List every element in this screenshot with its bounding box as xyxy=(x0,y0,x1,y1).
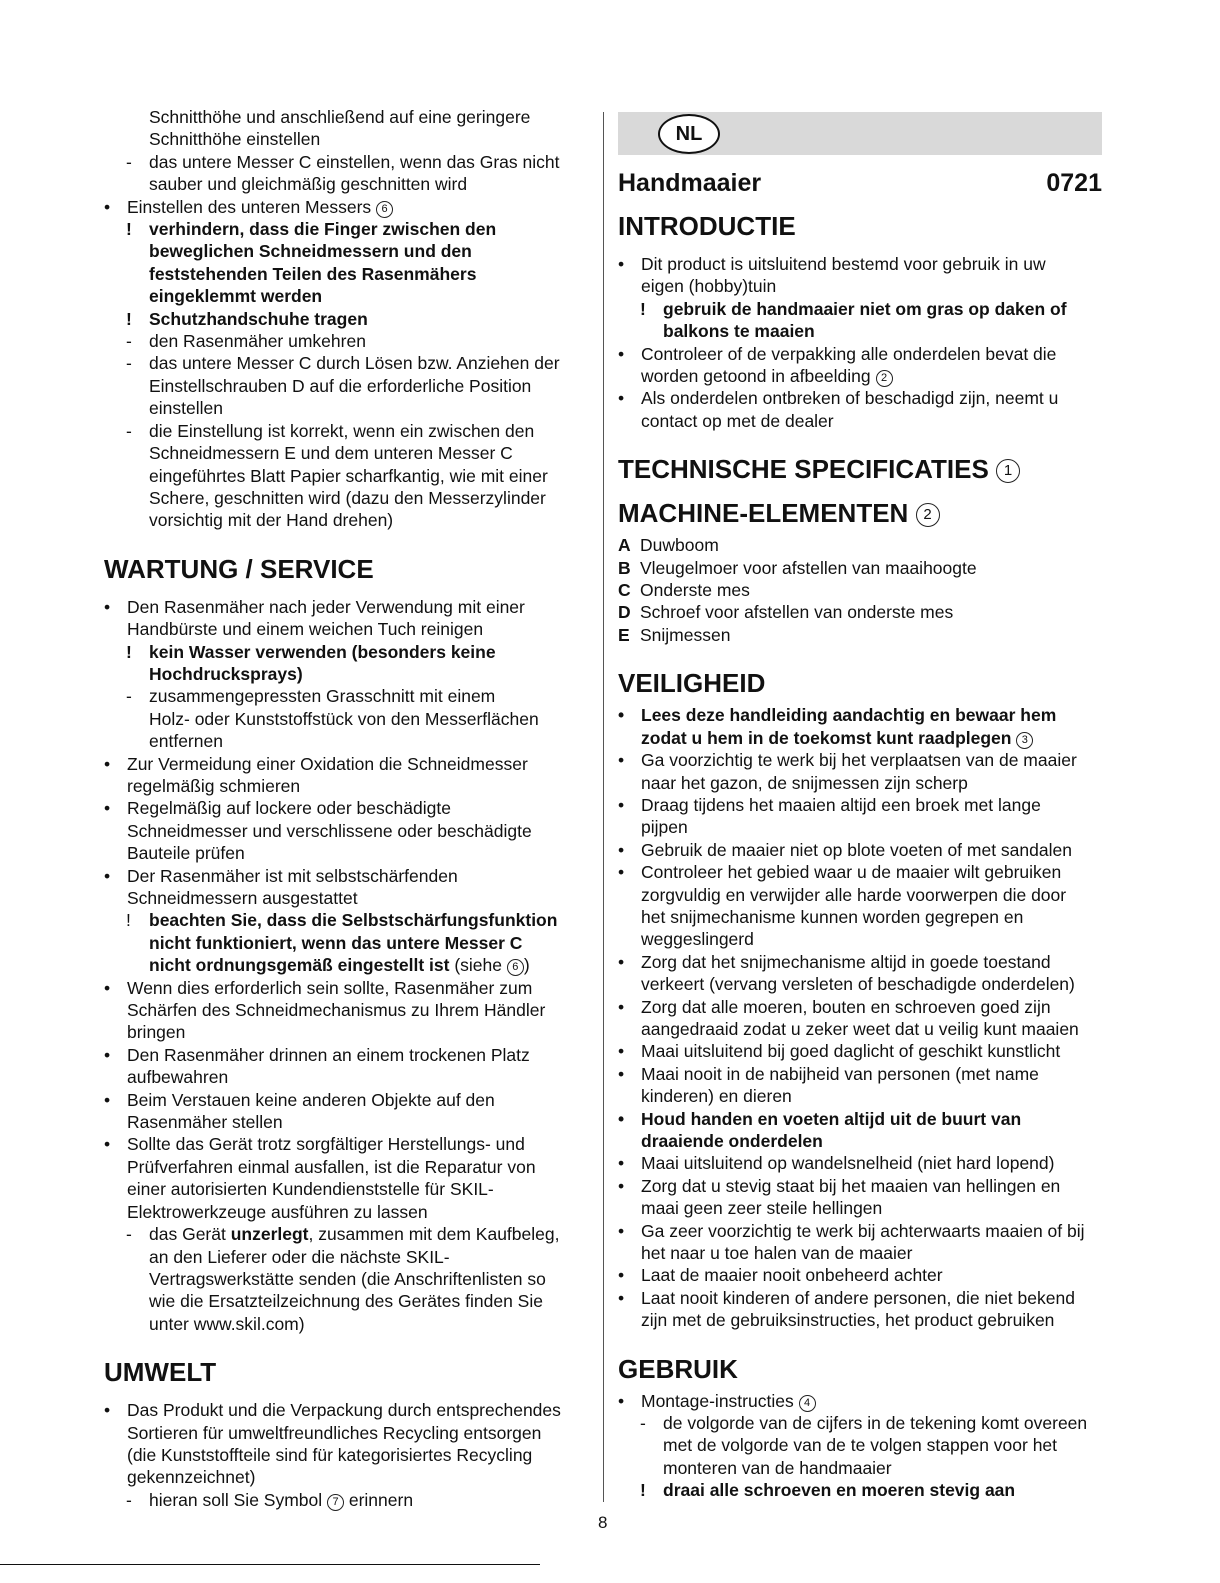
spec-item: A Duwboom xyxy=(618,535,719,556)
text-line: feststehenden Teilen des Rasenmähers xyxy=(149,263,477,284)
product-code: 0721 xyxy=(1046,169,1102,197)
list-item: • Den Rasenmäher nach jeder Verwendung mit einer xyxy=(104,596,525,617)
text-line: Schneidmesser und verschlissene oder beschädigte xyxy=(127,820,532,841)
text-line: beweglichen Schneidmessern und den xyxy=(149,241,472,262)
list-item: - die Einstellung ist korrekt, wenn ein zwischen den xyxy=(126,420,535,441)
list-item: • Der Rasenmäher ist mit selbstschärfenden xyxy=(104,865,458,886)
list-item: • Maai nooit in de nabijheid van personen (met name xyxy=(618,1063,1039,1084)
text-line: Schere, geschnitten wird (dazu den Messerzylinder xyxy=(149,487,546,508)
figure-ref-icon: 6 xyxy=(376,201,393,218)
product-title-row xyxy=(618,167,1102,199)
list-item: • Zorg dat alle moeren, bouten en schroeven goed zijn xyxy=(618,996,1051,1017)
text-line: eingeführtes Blatt Papier scharfkantig, wie mit einer xyxy=(149,465,548,486)
list-item: - zusammengepressten Grasschnitt mit einem xyxy=(126,686,496,707)
language-badge: NL xyxy=(658,114,720,154)
text-line: Hochdrucksprays) xyxy=(149,663,303,684)
text-line: Holz- oder Kunststoffstück von den Messerflächen xyxy=(149,708,539,729)
text-line: Schneidmessern ausgestattet xyxy=(127,888,358,908)
list-item: - das untere Messer C einstellen, wenn das Gras nicht xyxy=(126,151,560,172)
list-item: • Das Produkt und die Verpackung durch entsprechendes xyxy=(104,1400,561,1421)
text-line: entfernen xyxy=(149,731,223,752)
text-line: contact op met de dealer xyxy=(641,410,834,431)
page-number: 8 xyxy=(598,1513,608,1532)
text-line: Schnitthöhe und anschließend auf eine geringere xyxy=(149,107,531,127)
list-item: • Houd handen en voeten altijd uit de buurt van xyxy=(618,1108,1022,1129)
figure-ref-icon: 1 xyxy=(996,459,1020,483)
list-item: • Controleer het gebied waar u de maaier wilt gebruiken xyxy=(618,862,1062,883)
section-heading-introductie: INTRODUCTIE xyxy=(618,211,796,241)
list-item: • Beim Verstauen keine anderen Objekte auf den xyxy=(104,1089,495,1110)
text-line: gekennzeichnet) xyxy=(127,1467,256,1488)
list-item: • Maai uitsluitend bij goed daglicht of geschikt kunstlicht xyxy=(618,1041,1061,1062)
left-column xyxy=(104,106,588,1511)
list-item: • Dit product is uitsluitend bestemd voor gebruik in uw xyxy=(618,254,1046,274)
text-line: regelmäßig schmieren xyxy=(127,775,301,796)
text-line: (die Kunststoffteile sind für kategorisiertes Recycling xyxy=(127,1444,533,1465)
warning-item: ! verhindern, dass die Finger zwischen den xyxy=(126,219,497,240)
warning-item: ! gebruik de handmaaier niet om gras op daken of xyxy=(640,298,1067,319)
text-line: Sortieren für umweltfreundliches Recycling entsorgen xyxy=(127,1422,542,1443)
text-line: met de volgorde van de te volgen stappen voor het xyxy=(663,1435,1058,1456)
text-line: balkons te maaien xyxy=(663,321,815,342)
text-line: verkeert (vervang versleten of beschadigde onderdelen) xyxy=(641,974,1075,995)
text-line: weggeslingerd xyxy=(641,929,754,950)
text-line: wie die Ersatzteilzeichnung des Gerätes finden Sie xyxy=(149,1291,543,1312)
text-line: Bauteile prüfen xyxy=(127,843,245,864)
list-item: - den Rasenmäher umkehren xyxy=(126,331,366,352)
list-item: • Regelmäßig auf lockere oder beschädigte xyxy=(104,798,451,819)
text-line: zijn met de gebruiksinstructies, het product gebruiken xyxy=(641,1310,1055,1331)
text-line: Einstellschrauben D auf die erforderliche Position xyxy=(149,375,532,396)
text-line: Handbürste und einem weichen Tuch reinigen xyxy=(127,619,484,640)
section-heading-umwelt: UMWELT xyxy=(104,1357,217,1388)
list-item: • Gebruik de maaier niet op blote voeten of met sandalen xyxy=(618,839,1072,860)
text-line: Schärfen des Schneidmechanismus zu Ihrem Händler xyxy=(127,1000,546,1021)
text-line: draaiende onderdelen xyxy=(641,1131,823,1151)
figure-ref-icon: 2 xyxy=(916,503,940,527)
list-item: • Als onderdelen ontbreken of beschadigd zijn, neemt u xyxy=(618,388,1059,409)
text-line: Elektrowerkzeuge ausführen zu lassen xyxy=(127,1201,428,1222)
section-heading-veiligheid: VEILIGHEID xyxy=(618,668,766,699)
text-line: vorsichtig mit der Hand drehen) xyxy=(149,510,394,531)
warning-item: ! beachten Sie, dass die Selbstschärfungsfunktion xyxy=(126,910,558,931)
text-line: aufbewahren xyxy=(127,1067,229,1088)
spec-item: B Vleugelmoer voor afstellen van maaihoogte xyxy=(618,557,977,578)
text-line: eingeklemmt werden xyxy=(149,286,323,307)
text-line: bringen xyxy=(127,1022,186,1043)
list-item: • Zorg dat u stevig staat bij het maaien van hellingen en xyxy=(618,1175,1061,1196)
list-item: • Draag tijdens het maaien altijd een broek met lange xyxy=(618,794,1041,815)
section-heading-machine: MACHINE-ELEMENTEN 2 xyxy=(618,496,1102,530)
figure-ref-icon: 3 xyxy=(1016,732,1033,749)
section-heading-wartung: WARTUNG / SERVICE xyxy=(104,553,374,584)
list-item: - das untere Messer C durch Lösen bzw. Anziehen der xyxy=(126,353,560,374)
text-line: het snijmechanisme kunnen worden gegrepen en xyxy=(641,906,1024,927)
text-line: einstellen xyxy=(149,398,223,419)
section-heading-technische: TECHNISCHE SPECIFICATIES 1 xyxy=(618,452,1102,486)
text-line: monteren van de handmaaier xyxy=(663,1457,892,1478)
text-line: Rasenmäher stellen xyxy=(127,1112,283,1133)
list-item: - de volgorde van de cijfers in de tekening komt overeen xyxy=(640,1413,1088,1434)
list-item: • Sollte das Gerät trotz sorgfältiger Herstellungs- und xyxy=(104,1134,525,1155)
list-item: • Ga zeer voorzichtig te werk bij achterwaarts maaien of bij xyxy=(618,1220,1085,1241)
text-line: het naar u toe halen van de maaier xyxy=(641,1243,913,1264)
list-item: • Lees deze handleiding aandachtig en bewaar hem xyxy=(618,705,1057,726)
list-item: • Den Rasenmäher drinnen an einem trockenen Platz xyxy=(104,1044,530,1065)
text-line: an den Lieferer oder die nächste SKIL- xyxy=(149,1246,450,1267)
warning-item: ! draai alle schroeven en moeren stevig aan xyxy=(640,1480,1016,1501)
text-line: sauber und gleichmäßig geschnitten wird xyxy=(149,174,468,195)
text-line: Vertragswerkstätte senden (die Anschriftenlisten so xyxy=(149,1268,546,1289)
language-bar xyxy=(618,112,1102,155)
figure-ref-icon: 2 xyxy=(876,370,893,387)
figure-ref-icon: 6 xyxy=(507,959,524,976)
right-column xyxy=(618,106,1102,1502)
text-line: kinderen) en dieren xyxy=(641,1086,792,1107)
text-line: pijpen xyxy=(641,817,688,838)
list-item: • Zur Vermeidung einer Oxidation die Schneidmesser xyxy=(104,753,528,774)
spec-item: C Onderste mes xyxy=(618,580,750,601)
text-line: maai geen zeer steile hellingen xyxy=(641,1198,883,1219)
product-name: Handmaaier xyxy=(618,169,762,197)
list-item: • Zorg dat het snijmechanisme altijd in goede toestand xyxy=(618,951,1051,972)
text-line: Prüfverfahren einmal ausfallen, ist die Reparatur von xyxy=(127,1156,536,1177)
text-line: naar het gazon, de snijmessen zijn scherp xyxy=(641,772,968,793)
text-line: unter www.skil.com) xyxy=(149,1313,305,1334)
text-line: Schneidmessern E und dem unteren Messer C xyxy=(149,443,513,464)
spec-item: D Schroef voor afstellen van onderste mes xyxy=(618,602,954,623)
text-line: eigen (hobby)tuin xyxy=(641,276,777,297)
spec-item: E Snijmessen xyxy=(618,624,731,645)
warning-item: ! kein Wasser verwenden (besonders keine xyxy=(126,641,496,662)
text-line: zorgvuldig en verwijder alle harde voorwerpen die door xyxy=(641,884,1067,905)
text-line: aangedraaid zodat u zeker weet dat u veilig kunt maaien xyxy=(641,1018,1079,1039)
list-item: • Controleer of de verpakking alle onderdelen bevat die xyxy=(618,343,1057,364)
list-item: • Laat de maaier nooit onbeheerd achter xyxy=(618,1265,943,1286)
list-item: - hieran soll Sie Symbol 7 erinnern xyxy=(126,1489,414,1510)
warning-item: ! Schutzhandschuhe tragen xyxy=(126,308,368,329)
list-item: • Einstellen des unteren Messers 6 xyxy=(104,196,588,218)
text-line: Schnitthöhe einstellen xyxy=(149,129,321,150)
footer-rule xyxy=(0,1564,540,1565)
list-item: • Maai uitsluitend op wandelsnelheid (niet hard lopend) xyxy=(618,1153,1055,1174)
text-line: nicht ordnungsgemäß eingestellt ist (siehe 6 ) xyxy=(149,955,530,976)
list-item: • Wenn dies erforderlich sein sollte, Rasenmäher zum xyxy=(104,977,533,998)
list-item: • Laat nooit kinderen of andere personen, die niet bekend xyxy=(618,1287,1075,1308)
section-heading-gebruik: GEBRUIK xyxy=(618,1353,738,1384)
text-line: nicht funktioniert, wenn das untere Messer C xyxy=(149,932,523,953)
text-line: zodat u hem in de toekomst kunt raadplegen 3 xyxy=(618,727,1102,749)
list-item: • Montage-instructies 4 xyxy=(618,1390,1102,1412)
figure-ref-icon: 7 xyxy=(327,1494,344,1511)
text-line: worden getoond in afbeelding 2 xyxy=(618,365,1102,387)
list-item: • Ga voorzichtig te werk bij het verplaatsen van de maaier xyxy=(618,750,1077,771)
text-line: einer autorisierten Kundendienststelle für SKIL- xyxy=(127,1179,494,1200)
figure-ref-icon: 4 xyxy=(799,1395,816,1412)
column-divider xyxy=(603,112,604,1502)
list-item: - das Gerät unzerlegt, zusammen mit dem Kaufbeleg, xyxy=(126,1224,560,1245)
